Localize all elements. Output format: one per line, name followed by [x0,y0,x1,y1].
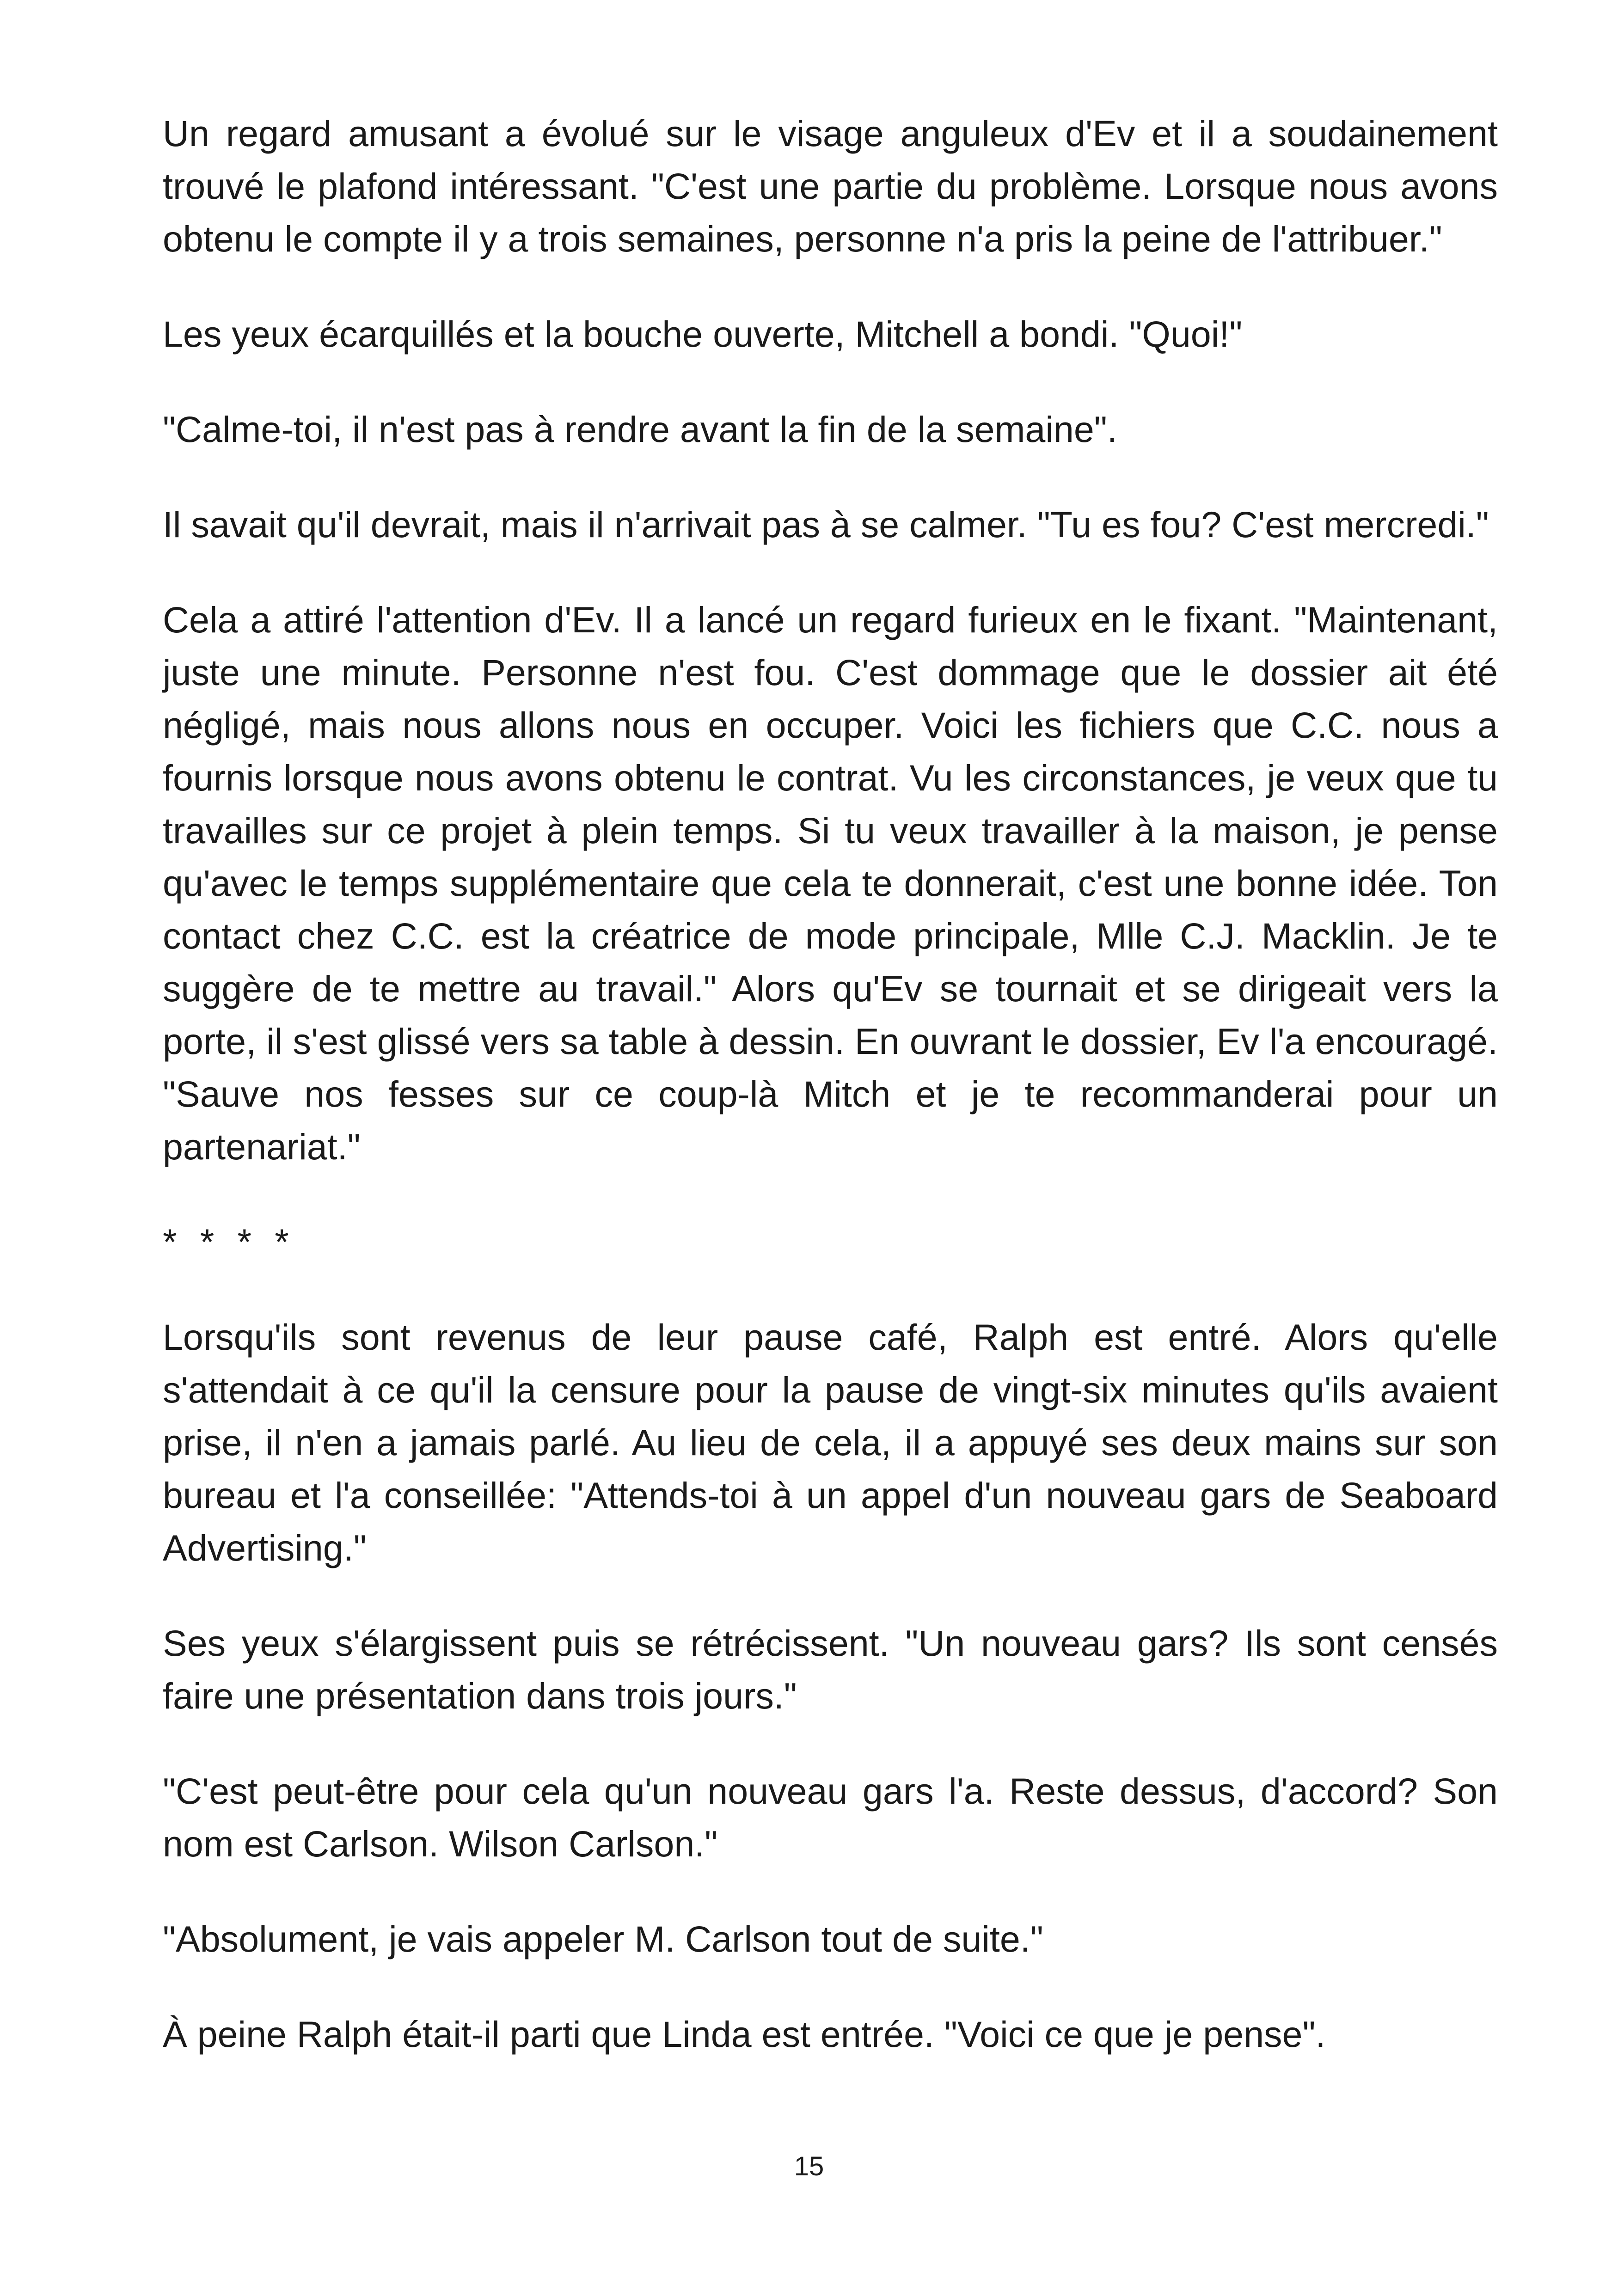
paragraph: Un regard amusant a évolué sur le visage anguleux d'Ev et il a soudainement trouvé le plafond intéressant. "C'est une partie du problème. Lorsque nous avons obtenu le compte il y a trois semaines, personne n'a pris la peine de l'attribuer." [163,113,1498,259]
page-number: 15 [794,2151,824,2181]
paragraph: "Absolument, je vais appeler M. Carlson tout de suite." [163,1918,1043,1959]
paragraph: "Calme-toi, il n'est pas à rendre avant la fin de la semaine". [163,409,1117,450]
paragraph: Lorsqu'ils sont revenus de leur pause café, Ralph est entré. Alors qu'elle s'attendait à ce qu'il la censure pour la pause de vingt-six minutes qu'ils avaient prise, il n'en a jamais parlé. Au lieu de cela, il a appuyé ses deux mains sur son bureau et l'a conseillée: "Attends-toi à un appel d'un nouveau gars de Seaboard Advertising." [163,1316,1498,1568]
page-body [163,107,1498,2103]
paragraph: Les yeux écarquillés et la bouche ouverte, Mitchell a bondi. "Quoi!" [163,313,1243,355]
paragraph: À peine Ralph était-il parti que Linda est entrée. "Voici ce que je pense". [163,2014,1326,2055]
paragraph: Il savait qu'il devrait, mais il n'arrivait pas à se calmer. "Tu es fou? C'est mercredi." [163,504,1489,545]
section-separator: * * * * [163,1221,295,1262]
paragraph: "C'est peut-être pour cela qu'un nouveau gars l'a. Reste dessus, d'accord? Son nom est Carlson. Wilson Carlson." [163,1770,1498,1864]
paragraph: Ses yeux s'élargissent puis se rétrécissent. "Un nouveau gars? Ils sont censés faire une présentation dans trois jours." [163,1623,1498,1716]
paragraph: Cela a attiré l'attention d'Ev. Il a lancé un regard furieux en le fixant. "Maintenant, juste une minute. Personne n'est fou. C'est dommage que le dossier ait été négligé, mais nous allons nous en occuper. Voici les fichiers que C.C. nous a fournis lorsque nous avons obtenu le contrat. Vu les circonstances, je veux que tu travailles sur ce projet à plein temps. Si tu veux travailler à la maison, je pense qu'avec le temps supplémentaire que cela te donnerait, c'est une bonne idée. Ton contact chez C.C. est la créatrice de mode principale, Mlle C.J. Macklin. Je te suggère de te mettre au travail." Alors qu'Ev se tournait et se dirigeait vers la porte, il s'est glissé vers sa table à dessin. En ouvrant le dossier, Ev l'a encouragé. "Sauve nos fesses sur ce coup-là Mitch et je te recommanderai pour un partenariat." [163,599,1498,1167]
